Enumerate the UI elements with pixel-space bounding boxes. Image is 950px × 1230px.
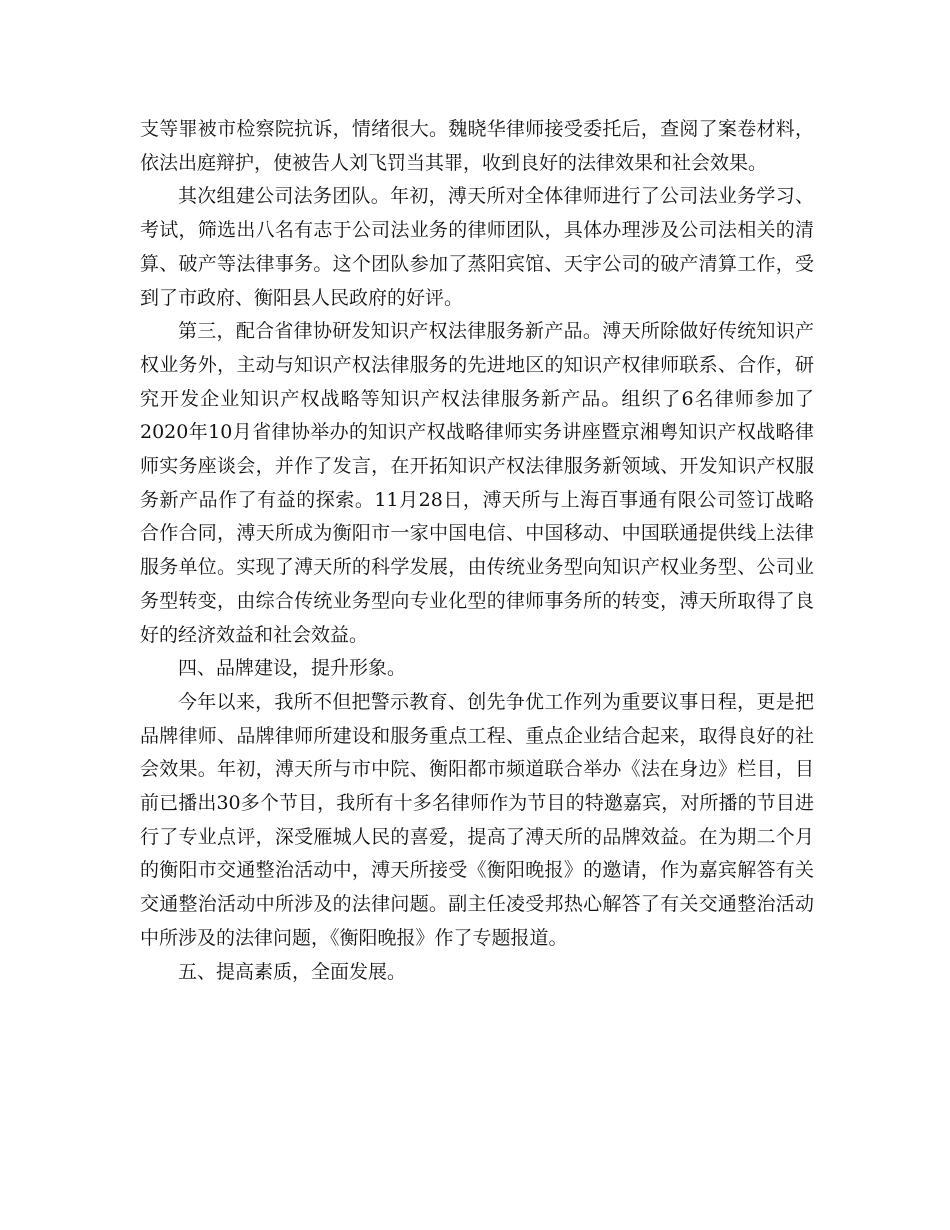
section-heading-brand: 四、品牌建设，提升形象。 <box>178 657 407 680</box>
paragraph-brand-building: 今年以来，我所不但把警示教育、创先争优工作列为重要议事日程，更是把品牌律师、品牌律师所建设和服务重点工程、重点企业结合起来，取得良好的社会效果。年初，溥天所与市中院、衡阳都市频道联合举办《法在身边》栏目，目前已播出30多个节目，我所有十多名律师作为节目的特邀嘉宾，对所播的节目进行了专业点评，深受雁城人民的喜爱，提高了溥天所的品牌效益。在为期二个月的衡阳市交通整治活动中，溥天所接受《衡阳晚报》的邀请，作为嘉宾解答有关交通整治活动中所涉及的法律问题。副主任凌受邦热心解答了有关交通整治活动中所涉及的法律问题，《衡阳晚报》作了专题报道。 <box>140 690 814 949</box>
paragraph-ip-services: 第三，配合省律协研发知识产权法律服务新产品。溥天所除做好传统知识产权业务外，主动与知识产权法律服务的先进地区的知识产权律师联系、合作，研究开发企业知识产权战略等知识产权法律服务新产品。组织了6名律师参加了2020年10月省律协举办的知识产权战略律师实务讲座暨京湘粤知识产权战略律师实务座谈会，并作了发言，在开拓知识产权法律服务新领域、开发知识产权服务新产品作了有益的探索。11月28日，溥天所与上海百事通有限公司签订战略合作合同，溥天所成为衡阳市一家中国电信、中国移动、中国联通提供线上法律服务单位。实现了溥天所的科学发展，由传统业务型向知识产权业务型、公司业务型转变，由综合传统业务型向专业化型的律师事务所的转变，溥天所取得了良好的经济效益和社会效益。 <box>140 320 814 646</box>
document-body <box>140 113 814 989</box>
paragraph-legal-team: 其次组建公司法务团队。年初，溥天所对全体律师进行了公司法业务学习、考试，筛选出八名有志于公司法业务的律师团队，具体办理涉及公司法相关的清算、破产等法律事务。这个团队参加了蒸阳宾馆、天宇公司的破产清算工作，受到了市政府、衡阳县人民政府的好评。 <box>140 185 814 309</box>
section-heading-quality: 五、提高素质，全面发展。 <box>178 960 407 983</box>
paragraph-case-continuation: 支等罪被市检察院抗诉，情绪很大。魏晓华律师接受委托后，查阅了案卷材料，依法出庭辩护，使被告人刘飞罚当其罪，收到良好的法律效果和社会效果。 <box>140 118 814 174</box>
